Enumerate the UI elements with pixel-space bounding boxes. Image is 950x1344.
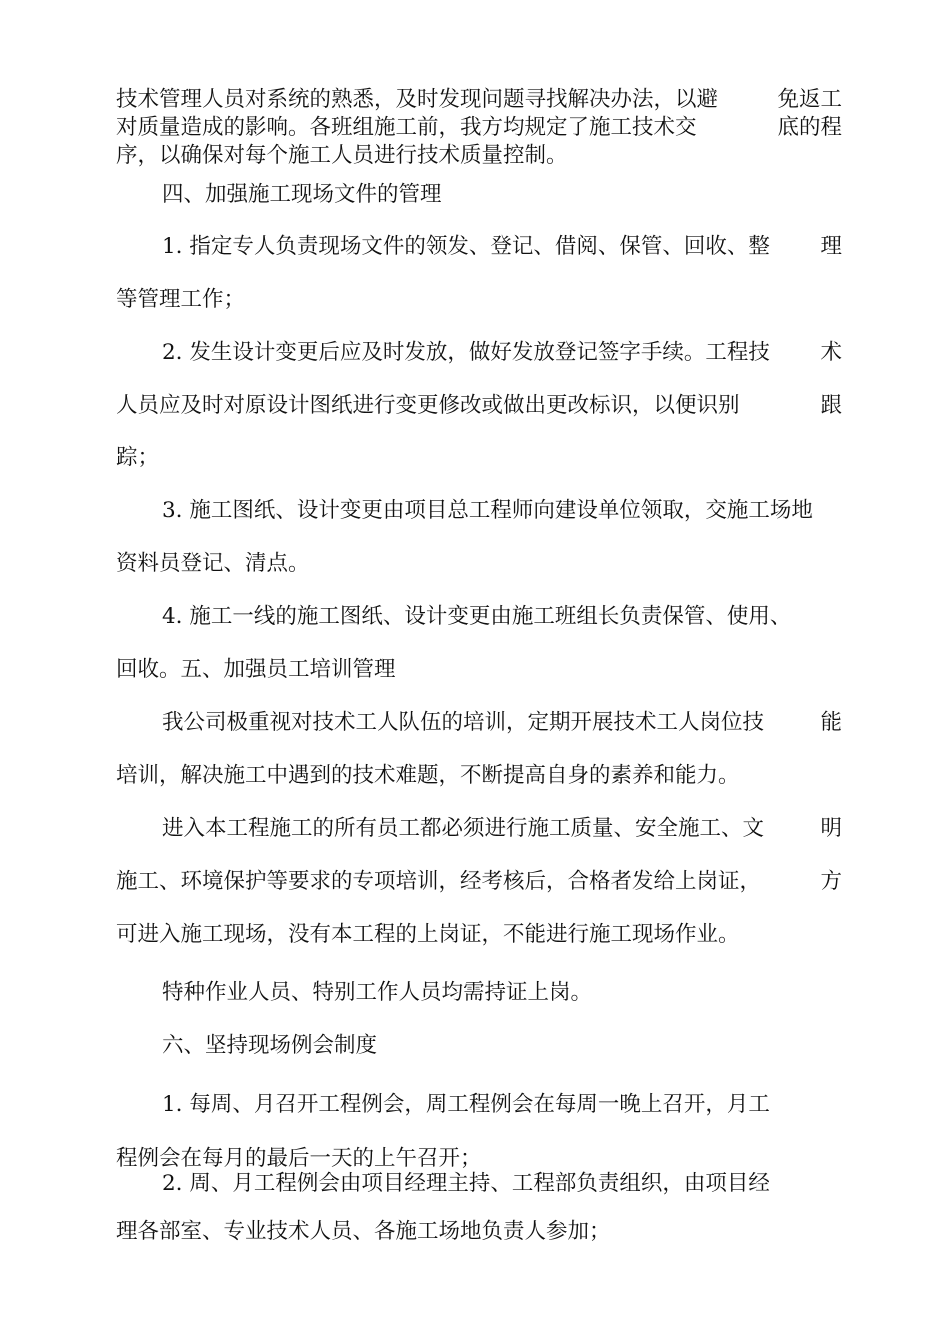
list-item-line: 1. 每周、月召开工程例会，周工程例会在每周一晚上召开，月工 bbox=[162, 1092, 770, 1117]
text-segment: 2. 发生设计变更后应及时发放，做好发放登记签字手续。工程技 bbox=[162, 340, 770, 365]
list-item-line bbox=[116, 233, 842, 261]
list-item-line: 踪； bbox=[116, 445, 160, 470]
body-text-line: 序，以确保对每个施工人员进行技术质量控制。 bbox=[116, 143, 568, 168]
text-segment: 明 bbox=[820, 816, 842, 841]
body-text-line bbox=[116, 114, 842, 142]
list-item-line bbox=[116, 339, 842, 367]
text-segment: 理 bbox=[820, 234, 842, 259]
text-segment: 跟 bbox=[820, 393, 842, 418]
text-segment: 对质量造成的影响。各班组施工前，我方均规定了施工技术交 bbox=[116, 115, 697, 140]
list-item-line: 回收。五、加强员工培训管理 bbox=[116, 657, 396, 682]
list-item-line: 4. 施工一线的施工图纸、设计变更由施工班组长负责保管、使用、 bbox=[162, 604, 792, 629]
list-item-line: 理各部室、专业技术人员、各施工场地负责人参加； bbox=[116, 1219, 611, 1244]
text-segment: 底的程 bbox=[777, 115, 842, 140]
body-text-line bbox=[116, 815, 842, 843]
text-segment: 施工、环境保护等要求的专项培训，经考核后，合格者发给上岗证， bbox=[116, 869, 762, 894]
body-text-line bbox=[116, 868, 842, 896]
text-segment: 术 bbox=[820, 340, 842, 365]
list-item-line: 资料员登记、清点。 bbox=[116, 551, 310, 576]
body-text-line bbox=[116, 86, 842, 114]
list-item-line: 3. 施工图纸、设计变更由项目总工程师向建设单位领取，交施工场地 bbox=[162, 498, 813, 523]
body-text-line: 培训，解决施工中遇到的技术难题，不断提高自身的素养和能力。 bbox=[116, 763, 740, 788]
section-heading: 四、加强施工现场文件的管理 bbox=[162, 182, 442, 207]
section-heading: 六、坚持现场例会制度 bbox=[162, 1033, 378, 1058]
list-item-line bbox=[116, 392, 842, 420]
text-segment: 免返工 bbox=[777, 87, 842, 112]
body-text-line: 可进入施工现场，没有本工程的上岗证，不能进行施工现场作业。 bbox=[116, 922, 740, 947]
list-item-line: 2. 周、月工程例会由项目经理主持、工程部负责组织，由项目经 bbox=[162, 1171, 770, 1196]
text-segment: 进入本工程施工的所有员工都必须进行施工质量、安全施工、文 bbox=[162, 816, 765, 841]
list-item-line: 等管理工作； bbox=[116, 287, 246, 312]
text-segment: 我公司极重视对技术工人队伍的培训，定期开展技术工人岗位技 bbox=[162, 710, 765, 735]
text-segment: 技术管理人员对系统的熟悉，及时发现问题寻找解决办法，以避 bbox=[116, 87, 719, 112]
text-segment: 方 bbox=[820, 869, 842, 894]
text-segment: 1. 指定专人负责现场文件的领发、登记、借阅、保管、回收、整 bbox=[162, 234, 770, 259]
body-text-line bbox=[116, 709, 842, 737]
text-segment: 能 bbox=[820, 710, 842, 735]
body-text-line: 特种作业人员、特别工作人员均需持证上岗。 bbox=[162, 980, 593, 1005]
list-item-line: 程例会在每月的最后一天的上午召开； bbox=[116, 1146, 482, 1171]
text-segment: 人员应及时对原设计图纸进行变更修改或做出更改标识，以便识别 bbox=[116, 393, 740, 418]
